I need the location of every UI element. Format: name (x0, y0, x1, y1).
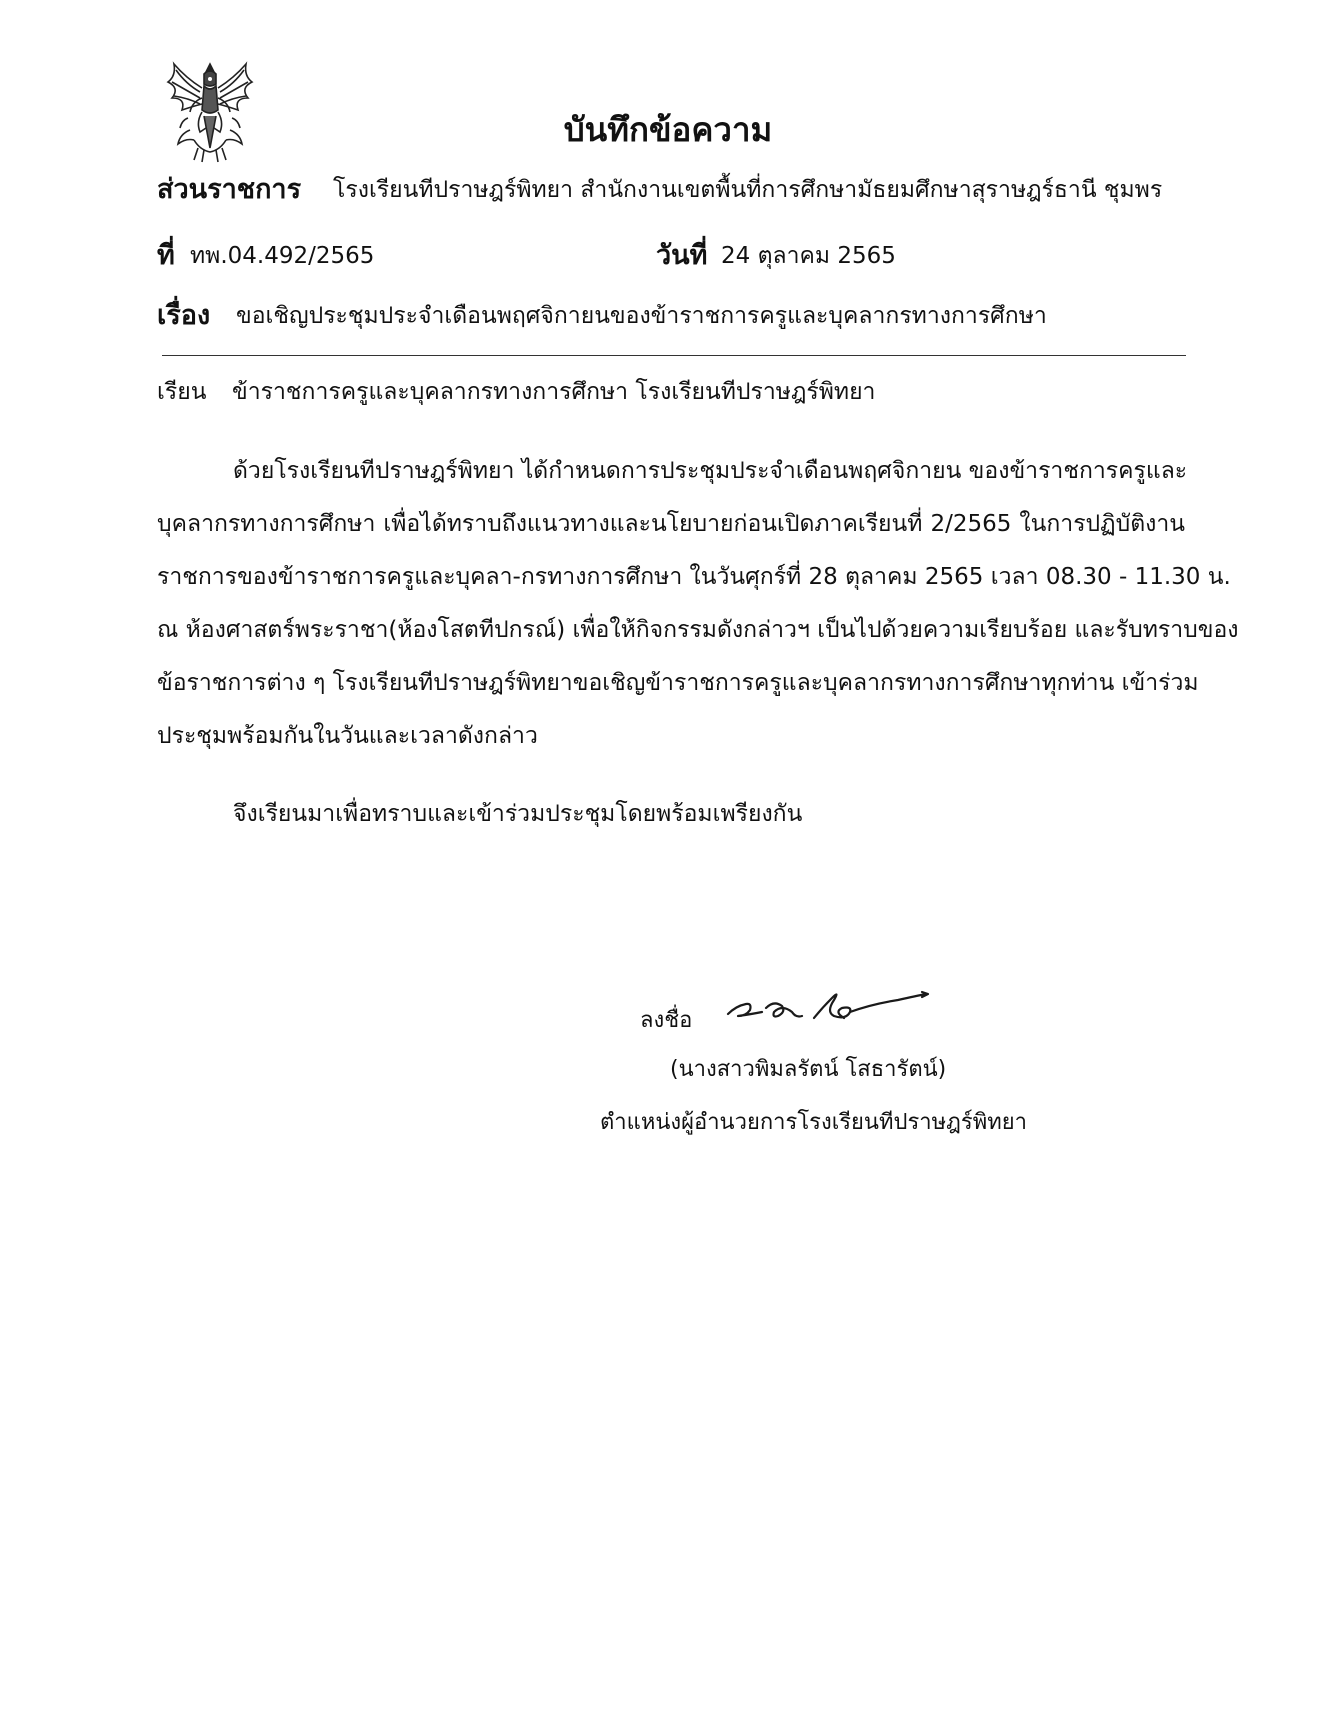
reference-number: ทพ.04.492/2565 (190, 243, 375, 269)
body-line: บุคลากรทางการศึกษา เพื่อได้ทราบถึงแนวทางและนโยบายก่อนเปิดภาคเรียนที่ 2/2565 ในการปฏิบัติงาน (157, 511, 1185, 537)
recipient-value: ข้าราชการครูและบุคลากรทางการศึกษา โรงเรียนทีปราษฎร์พิทยา (232, 379, 876, 405)
body-line: ณ ห้องศาสตร์พระราชา(ห้องโสตทีปกรณ์) เพื่อให้กิจกรรมดังกล่าวฯ เป็นไปด้วยความเรียบร้อย และรับทราบของ (157, 617, 1239, 643)
signer-name: (นางสาวพิมลรัตน์ โสธารัตน์) (670, 1057, 947, 1082)
memo-body (157, 445, 1239, 763)
reference-label: ที่ (157, 240, 175, 271)
recipient-label: เรียน (157, 379, 207, 405)
subject-label: เรื่อง (157, 300, 211, 331)
handwritten-signature (722, 978, 932, 1038)
body-line: ประชุมพร้อมกันในวันและเวลาดังกล่าว (157, 723, 538, 749)
date-value: 24 ตุลาคม 2565 (721, 243, 896, 269)
memo-title: บันทึกข้อความ (563, 110, 773, 149)
body-line: ข้อราชการต่าง ๆ โรงเรียนทีปราษฎร์พิทยาขอเชิญข้าราชการครูและบุคลากรทางการศึกษาทุกท่าน เข้าร่วม (157, 670, 1199, 696)
header-divider (162, 355, 1186, 356)
body-line: ราชการของข้าราชการครูและบุคลา-กรทางการศึกษา ในวันศุกร์ที่ 28 ตุลาคม 2565 เวลา 08.30 - 11.30 น. (157, 564, 1231, 590)
signature-label: ลงชื่อ (640, 1008, 693, 1033)
subject-value: ขอเชิญประชุมประจำเดือนพฤศจิกายนของข้าราชการครูและบุคลากรทางการศึกษา (236, 303, 1047, 329)
body-line: ด้วยโรงเรียนทีปราษฎร์พิทยา ได้กำหนดการประชุมประจำเดือนพฤศจิกายน ของข้าราชการครูและ (233, 458, 1188, 484)
closing-text: จึงเรียนมาเพื่อทราบและเข้าร่วมประชุมโดยพร้อมเพรียงกัน (233, 801, 803, 827)
date-label: วันที่ (656, 240, 708, 271)
department-label: ส่วนราชการ (157, 174, 302, 205)
signer-position: ตำแหน่งผู้อำนวยการโรงเรียนทีปราษฎร์พิทยา (600, 1110, 1027, 1135)
department-value: โรงเรียนทีปราษฎร์พิทยา สำนักงานเขตพื้นที่การศึกษามัธยมศึกษาสุราษฎร์ธานี ชุมพร (333, 177, 1163, 203)
